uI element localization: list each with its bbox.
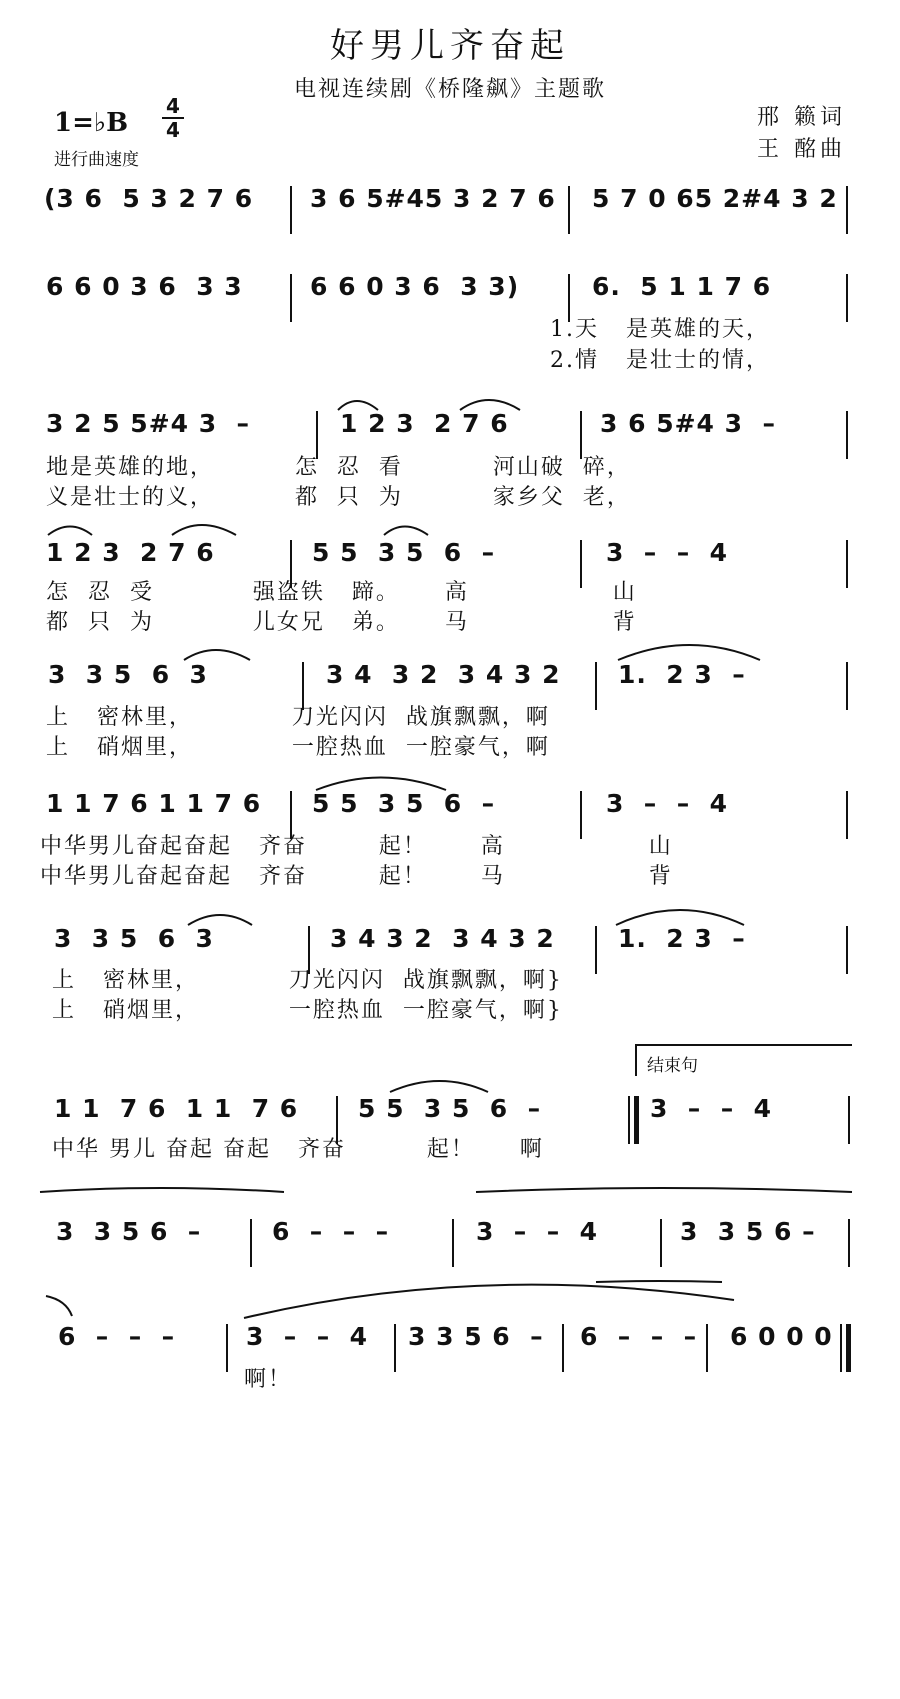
measure: 5 5 3 5 6 –: [312, 789, 496, 818]
measure: 3 3 5 6 3: [48, 660, 208, 689]
measure: 6 6 0 3 6 3 3: [46, 272, 243, 301]
measure: 1 2 3 2 7 6: [340, 409, 509, 438]
lyric-verse2: 2.情 是壮士的情，: [550, 348, 770, 373]
measure: 6 – – –: [58, 1322, 176, 1351]
lyric-verse1: 上 密林里， 刀光闪闪 战旗飘飘，啊}: [52, 968, 563, 993]
measure: 1 1 7 6 1 1 7 6: [54, 1094, 299, 1123]
measure: 5 7 0 65 2#4 3 2: [592, 184, 838, 213]
lyric-verse1: 1.天 是英雄的天，: [550, 317, 770, 342]
measure: 1. 2 3 –: [618, 660, 746, 689]
lyric-ending: 中华 男儿 奋起 奋起 齐奋 起！ 啊: [52, 1137, 544, 1162]
lyric-verse1: 怎 忍 受 强盗铁 蹄。 高 山: [46, 580, 637, 605]
measure: 3 3 5 6 –: [56, 1217, 202, 1246]
measure: 3 3 5 6 –: [680, 1217, 816, 1246]
measure: 3 2 5 5#4 3 –: [46, 409, 251, 438]
measure: 1 1 7 6 1 1 7 6: [46, 789, 262, 818]
measure: (3 6 5 3 2 7 6: [44, 184, 254, 213]
measure: 3 3 5 6 –: [408, 1322, 544, 1351]
ending-label: 结束句: [647, 1056, 698, 1076]
lyric-verse2: 中华男儿奋起奋起 齐奋 起！ 马 背: [40, 864, 673, 889]
measure: 6 – – –: [272, 1217, 390, 1246]
measure: 3 – – 4: [606, 538, 729, 567]
lyric-verse2: 上 硝烟里， 一腔热血 一腔豪气，啊: [46, 735, 550, 760]
composer-credit: 王 酩曲: [757, 137, 846, 162]
measure: 6. 5 1 1 7 6: [592, 272, 772, 301]
measure: 1. 2 3 –: [618, 924, 746, 953]
measure: 3 6 5#4 3 –: [600, 409, 776, 438]
lyric-verse1: 地是英雄的地， 怎 忍 看 河山破 碎，: [46, 455, 631, 480]
lyric-verse1: 上 密林里， 刀光闪闪 战旗飘飘，啊: [46, 705, 550, 730]
measure: 5 5 3 5 6 –: [312, 538, 496, 567]
time-signature-top: 4: [166, 94, 180, 118]
measure: 3 – – 4: [476, 1217, 599, 1246]
measure: 3 4 3 2 3 4 3 2: [326, 660, 561, 689]
tempo-marking: 进行曲速度: [54, 150, 139, 170]
lyric-final: 啊！: [244, 1367, 293, 1392]
measure: 3 6 5#45 3 2 7 6: [310, 184, 556, 213]
measure: 6 0 0 0: [730, 1322, 833, 1351]
lyric-verse2: 都 只 为 儿女兄 弟。 马 背: [46, 610, 637, 635]
measure: 6 – – –: [580, 1322, 698, 1351]
time-signature-bottom: 4: [166, 118, 180, 142]
measure: 1 2 3 2 7 6: [46, 538, 215, 567]
measure: 3 – – 4: [606, 789, 729, 818]
measure: 5 5 3 5 6 –: [358, 1094, 542, 1123]
song-subtitle: 电视连续剧《桥隆飙》主题歌: [293, 77, 606, 102]
measure: 3 4 3 2 3 4 3 2: [330, 924, 555, 953]
lyric-verse1: 中华男儿奋起奋起 齐奋 起！ 高 山: [40, 834, 673, 859]
measure: 3 – – 4: [246, 1322, 369, 1351]
measure: 6 6 0 3 6 3 3): [310, 272, 520, 301]
measure: 3 – – 4: [650, 1094, 773, 1123]
lyric-verse2: 义是壮士的义， 都 只 为 家乡父 老，: [46, 485, 631, 510]
key-signature: 1=♭B: [54, 108, 129, 138]
lyricist-credit: 邢 籁词: [757, 105, 846, 130]
measure: 3 3 5 6 3: [54, 924, 214, 953]
song-title: 好男儿齐奋起: [330, 26, 570, 66]
lyric-verse2: 上 硝烟里， 一腔热血 一腔豪气，啊}: [52, 998, 563, 1023]
